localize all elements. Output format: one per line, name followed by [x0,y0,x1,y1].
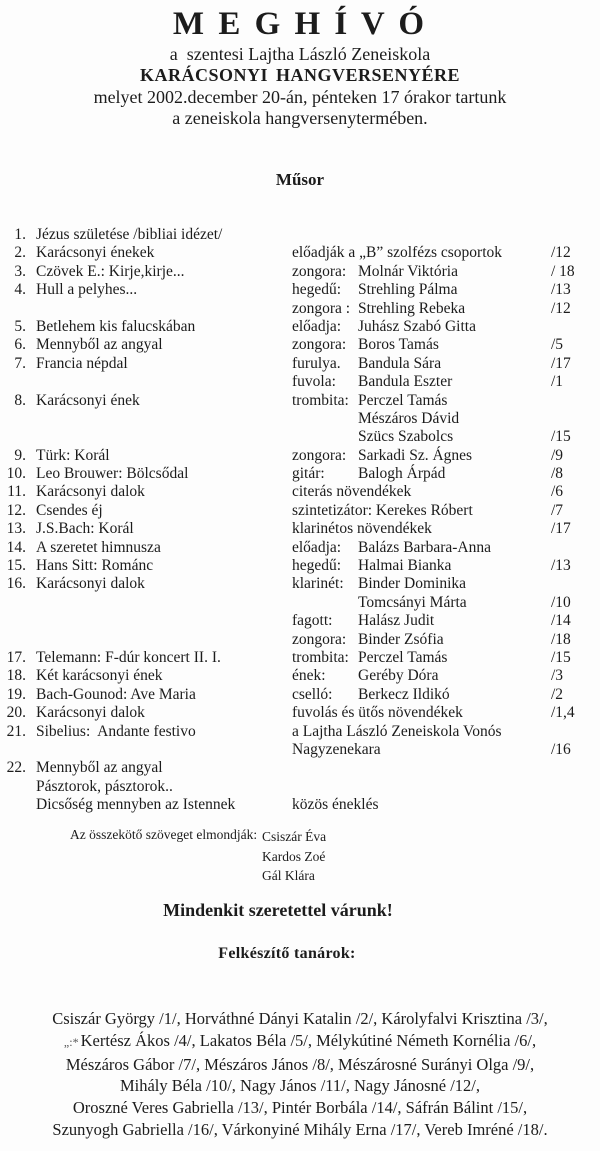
program-row [0,447,600,465]
program-instrument-label: hegedű: [292,557,342,575]
program-performer-name: Molnár Viktória [358,262,458,280]
program-instrument-label: cselló: [292,685,333,703]
program-item-title: Pásztorok, pásztorok.. [36,777,173,795]
program-teacher-ref: /3 [551,667,564,685]
teacher-line-text: Csiszár György /1/, Horváthné Dányi Katalin /2/, Károlyfalvi Krisztina /3/, [52,1009,548,1028]
program-item-title: Karácsonyi dalok [36,575,145,593]
program-item-title: Karácsonyi ének [36,391,140,409]
program-row [0,594,600,612]
page-title: M E G H Í V Ó [172,6,428,42]
program-item-title: Csendes éj [36,501,103,519]
program-item-number: 17. [6,648,26,666]
teacher-line [0,1119,600,1141]
program-row [0,539,600,557]
program-row [0,281,600,299]
program-performer-text: szintetizátor: Kerekes Róbert [292,501,473,519]
program-teacher-ref: /12 [551,299,571,317]
program-item-number: 9. [14,446,26,464]
program-performer-name: Halász Judit [358,612,435,630]
program-item-number: 16. [6,575,26,593]
program-list [0,226,600,815]
program-item-title: Telemann: F-dúr koncert II. I. [36,648,221,666]
program-item-number: 1. [14,226,26,243]
program-item-title: Hull a pelyhes... [36,281,138,299]
program-item-number: 10. [6,465,26,483]
program-performer-name: Geréby Dóra [358,667,439,685]
program-item-number: 4. [14,281,26,299]
program-item-title: Sibelius: Andante festivo [36,722,196,740]
narrator-name: Csiszár Éva [262,829,327,844]
program-item-number: 18. [6,667,26,685]
program-row [0,612,600,630]
program-item-title: Dicsőség mennyben az Istennek [36,796,236,814]
program-performer-name: Balázs Barbara-Anna [358,538,491,556]
program-item-title: Hans Sitt: Románc [36,557,154,575]
program-item-title: J.S.Bach: Korál [36,520,134,538]
program-teacher-ref: /13 [551,281,571,299]
program-performer-name: Perczel Tamás [358,391,448,409]
program-item-title: Czövek E.: Kirje,kirje... [36,262,185,280]
program-teacher-ref: /15 [551,428,571,446]
teacher-line-text: Kertész Ákos /4/, Lakatos Béla /5/, Mélykútiné Németh Kornélia /6/, [80,1030,537,1050]
program-teacher-ref: /15 [551,648,571,666]
program-instrument-label: gitár: [292,465,325,483]
header-date-line: melyet 2002.december 20-án, pénteken 17 órakor tartunk [93,87,507,107]
program-teacher-ref: /12 [551,244,571,262]
program-teacher-ref: /2 [551,685,564,703]
program-row [0,502,600,520]
program-item-title: Jézus születése /bibliai idézet/ [36,226,223,243]
program-row [0,778,600,796]
program-item-title: Két karácsonyi ének [36,667,163,685]
program-instrument-label: előadja: [292,317,342,335]
program-teacher-ref: /16 [551,740,571,758]
program-item-title: Mennyből az angyal [36,336,163,354]
program-item-title: Karácsonyi dalok [36,483,145,501]
program-item-title: Mennyből az angyal [36,759,163,777]
program-instrument-label: furulya. [292,354,341,372]
program-performer-name: Strehling Rebeka [358,299,466,317]
program-performer-name: Binder Zsófia [358,630,444,648]
program-instrument-label: fuvola: [292,373,336,391]
teacher-line [0,1097,600,1119]
program-teacher-ref: /17 [551,354,571,372]
program-row [0,520,600,538]
program-row [0,226,600,244]
program-performer-name: Szücs Szabolcs [358,428,454,446]
program-row [0,373,600,391]
program-row [0,575,600,593]
program-performer-name: Bandula Eszter [358,373,453,391]
program-instrument-label: zongora: [292,336,347,354]
program-row [0,704,600,722]
program-instrument-label: trombita: [292,648,349,666]
program-row [0,465,600,483]
program-instrument-label: hegedű: [292,281,342,299]
program-performer-text: előadják a „B” szolfézs csoportok [292,244,503,262]
program-item-number: 7. [14,354,26,372]
header-venue-line: a zeneiskola hangversenytermében. [172,108,428,128]
program-performer-text: klarinétos növendékek [292,520,432,538]
header-event-line: KARÁCSONYI HANGVERSENYÉRE [139,65,461,85]
scan-artifact: „:* [63,1034,79,1049]
program-performer-text: közös éneklés [292,796,379,814]
teacher-line-text: Mészáros Gábor /7/, Mészáros János /8/, Mészárosné Surányi Olga /9/, [65,1054,535,1074]
program-instrument-label: zongora : [292,299,351,317]
program-instrument-label: zongora: [292,630,347,648]
program-item-number: 5. [14,317,26,335]
program-item-number: 13. [6,520,26,538]
program-instrument-label: előadja: [292,538,342,556]
program-teacher-ref: /18 [551,630,571,648]
teacher-line [0,1030,600,1054]
program-performer-name: Boros Tamás [358,336,439,354]
program-row [0,483,600,501]
teachers-list [0,1008,600,1141]
program-teacher-ref: /9 [551,446,564,464]
program-performer-name: Binder Dominika [358,575,467,593]
program-item-number: 22. [6,759,26,777]
program-row [0,741,600,759]
teachers-heading: Felkészítő tanárok: [218,945,356,962]
program-performer-text: Nagyzenekara [292,740,381,758]
program-performer-name: Sarkadi Sz. Ágnes [358,446,473,464]
program-instrument-label: trombita: [292,391,349,409]
header-school-line: a szentesi Lajtha László Zeneiskola [169,44,431,64]
program-item-number: 8. [14,391,26,409]
program-performer-text: fuvolás és ütős növendékek [292,704,463,722]
program-row [0,355,600,373]
program-row [0,392,600,410]
program-teacher-ref: /1 [551,373,564,391]
program-item-number: 20. [6,704,26,722]
program-teacher-ref: /7 [551,501,564,519]
program-instrument-label: klarinét: [292,575,344,593]
program-item-title: Türk: Korál [36,446,110,464]
program-performer-name: Tomcsányi Márta [358,593,467,611]
program-teacher-ref: /13 [551,557,571,575]
program-performer-text: citerás növendékek [292,483,412,501]
program-teacher-ref: /1,4 [551,704,575,722]
program-item-number: 19. [6,685,26,703]
program-item-title: Bach-Gounod: Ave Maria [36,685,196,703]
program-instrument-label: zongora: [292,262,347,280]
program-heading: Műsor [275,170,325,189]
program-row [0,686,600,704]
teacher-line-text: Oroszné Veres Gabriella /13/, Pintér Borbála /14/, Sáfrán Bálint /15/, [72,1098,528,1118]
program-item-title: Betlehem kis falucskában [36,317,196,335]
program-instrument-label: ének: [292,667,326,685]
program-instrument-label: zongora: [292,446,347,464]
program-item-title: Karácsonyi dalok [36,704,145,722]
program-row [0,336,600,354]
closing-line: Mindenkit szeretettel várunk! [163,900,393,920]
program-row [0,759,600,777]
program-row [0,300,600,318]
program-row [0,428,600,446]
program-item-title: Francia népdal [36,354,128,372]
narrator-name: Gál Klára [262,868,315,883]
narrators-prefix: Az összekötő szöveget elmondják: [70,827,258,842]
program-row [0,723,600,741]
program-performer-name: Juhász Szabó Gitta [358,317,476,335]
program-item-number: 21. [6,722,26,740]
teacher-line-text: Mihály Béla /10/, Nagy János /11/, Nagy Jánosné /12/, [119,1076,481,1096]
narrator-names [262,827,326,886]
program-teacher-ref: /14 [551,612,571,630]
program-item-number: 14. [6,538,26,556]
program-teacher-ref: /17 [551,520,571,538]
program-teacher-ref: / 18 [551,262,575,280]
program-item-number: 6. [14,336,26,354]
program-performer-name: Balogh Árpád [358,465,446,483]
program-row [0,649,600,667]
program-row [0,557,600,575]
program-item-number: 2. [14,244,26,262]
program-instrument-label: fagott: [292,612,333,630]
teacher-line [0,1054,600,1076]
program-item-number: 11. [7,483,26,501]
program-teacher-ref: /8 [551,465,564,483]
program-performer-name: Perczel Tamás [358,648,448,666]
program-performer-name: Strehling Pálma [358,281,458,299]
program-item-title: Karácsonyi énekek [36,244,155,262]
teacher-line [0,1008,600,1030]
program-row [0,631,600,649]
program-performer-name: Mészáros Dávid [358,409,460,427]
program-teacher-ref: /6 [551,483,564,501]
program-item-number: 3. [14,262,26,280]
program-row [0,667,600,685]
program-item-number: 12. [6,501,26,519]
program-row [0,263,600,281]
program-row [0,318,600,336]
program-item-title: Leo Brouwer: Bölcsődal [36,465,189,483]
program-performer-text: a Lajtha László Zeneiskola Vonós [292,722,502,740]
program-performer-name: Halmai Bianka [358,557,452,575]
teacher-line-text: Szunyogh Gabriella /16/, Várkonyiné Mihály Erna /17/, Vereb Imréné /18/. [52,1119,548,1139]
program-performer-name: Berkecz Ildikó [358,685,450,703]
program-teacher-ref: /5 [551,336,564,354]
program-item-title: A szeretet himnusza [36,538,161,556]
program-row [0,796,600,814]
program-teacher-ref: /10 [551,593,571,611]
program-row [0,410,600,428]
teacher-line [0,1075,600,1097]
program-performer-name: Bandula Sára [358,354,442,372]
program-row [0,244,600,262]
program-item-number: 15. [6,557,26,575]
narrator-name: Kardos Zoé [262,848,326,864]
